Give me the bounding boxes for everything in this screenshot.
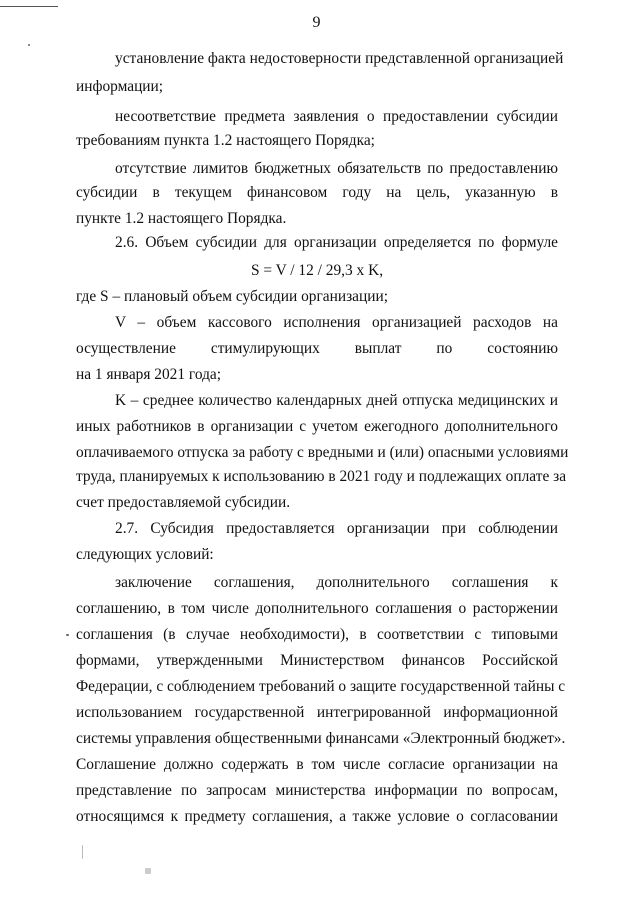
scan-artifact-dot: [66, 634, 69, 636]
text-line: субсидии в текущем финансовом году на цель, указанную в: [76, 184, 558, 201]
text-line: иных работников в организации с учетом ежегодного дополнительного: [76, 418, 558, 435]
text-line: труда, планируемых к использованию в 2021 году и подлежащих оплате за: [76, 468, 567, 485]
page-number: 9: [312, 14, 321, 31]
text-line: счет предоставляемой субсидии.: [76, 494, 291, 511]
text-line: системы управления общественными финансами «Электронный бюджет».: [76, 730, 566, 747]
text-line: отсутствие лимитов бюджетных обязательств по предоставлению: [115, 160, 558, 177]
scan-artifact-line: [0, 6, 58, 7]
text-line: 2.6. Объем субсидии для организации определяется по формуле: [115, 234, 558, 251]
scan-artifact-dot: [28, 44, 30, 46]
text-line: несоответствие предмета заявления о предоставлении субсидии: [115, 108, 558, 125]
text-line: Соглашение должно содержать в том числе согласие организации на: [76, 756, 558, 773]
scan-artifact-dot: [82, 845, 83, 859]
text-line: установление факта недостоверности представленной организацией: [115, 50, 564, 67]
scan-artifact-dot: [145, 868, 151, 874]
text-line: следующих условий:: [76, 546, 214, 563]
text-line: осуществление стимулирующих выплат по состоянию: [76, 340, 558, 357]
text-line: заключение соглашения, дополнительного соглашения к: [115, 574, 558, 591]
text-line: требованиям пункта 1.2 настоящего Порядка;: [76, 132, 375, 149]
text-line: соглашению, в том числе дополнительного соглашения о расторжении: [76, 600, 558, 617]
text-line: K – среднее количество календарных дней отпуска медицинских и: [115, 392, 558, 409]
text-line: информации;: [76, 78, 164, 95]
text-line: Федерации, с соблюдением требований о защите государственной тайны с: [76, 678, 566, 695]
text-line: использованием государственной интегрированной информационной: [76, 704, 558, 721]
text-line: соглашения (в случае необходимости), в соответствии с типовыми: [76, 626, 558, 643]
text-line: представление по запросам министерства информации по вопросам,: [76, 782, 558, 799]
text-line: 2.7. Субсидия предоставляется организации при соблюдении: [115, 520, 558, 537]
text-line: относящимся к предмету соглашения, а также условие о согласовании: [76, 808, 558, 825]
text-line: формами, утвержденными Министерством финансов Российской: [76, 652, 558, 669]
text-line: где S – плановый объем субсидии организации;: [76, 288, 388, 305]
text-line: оплачиваемого отпуска за работу с вредными и (или) опасными условиями: [76, 444, 569, 461]
formula: S = V / 12 / 29,3 x K,: [250, 262, 384, 279]
text-line: V – объем кассового исполнения организацией расходов на: [115, 314, 558, 331]
text-line: на 1 января 2021 года;: [76, 366, 222, 383]
text-line: пункте 1.2 настоящего Порядка.: [76, 210, 287, 227]
